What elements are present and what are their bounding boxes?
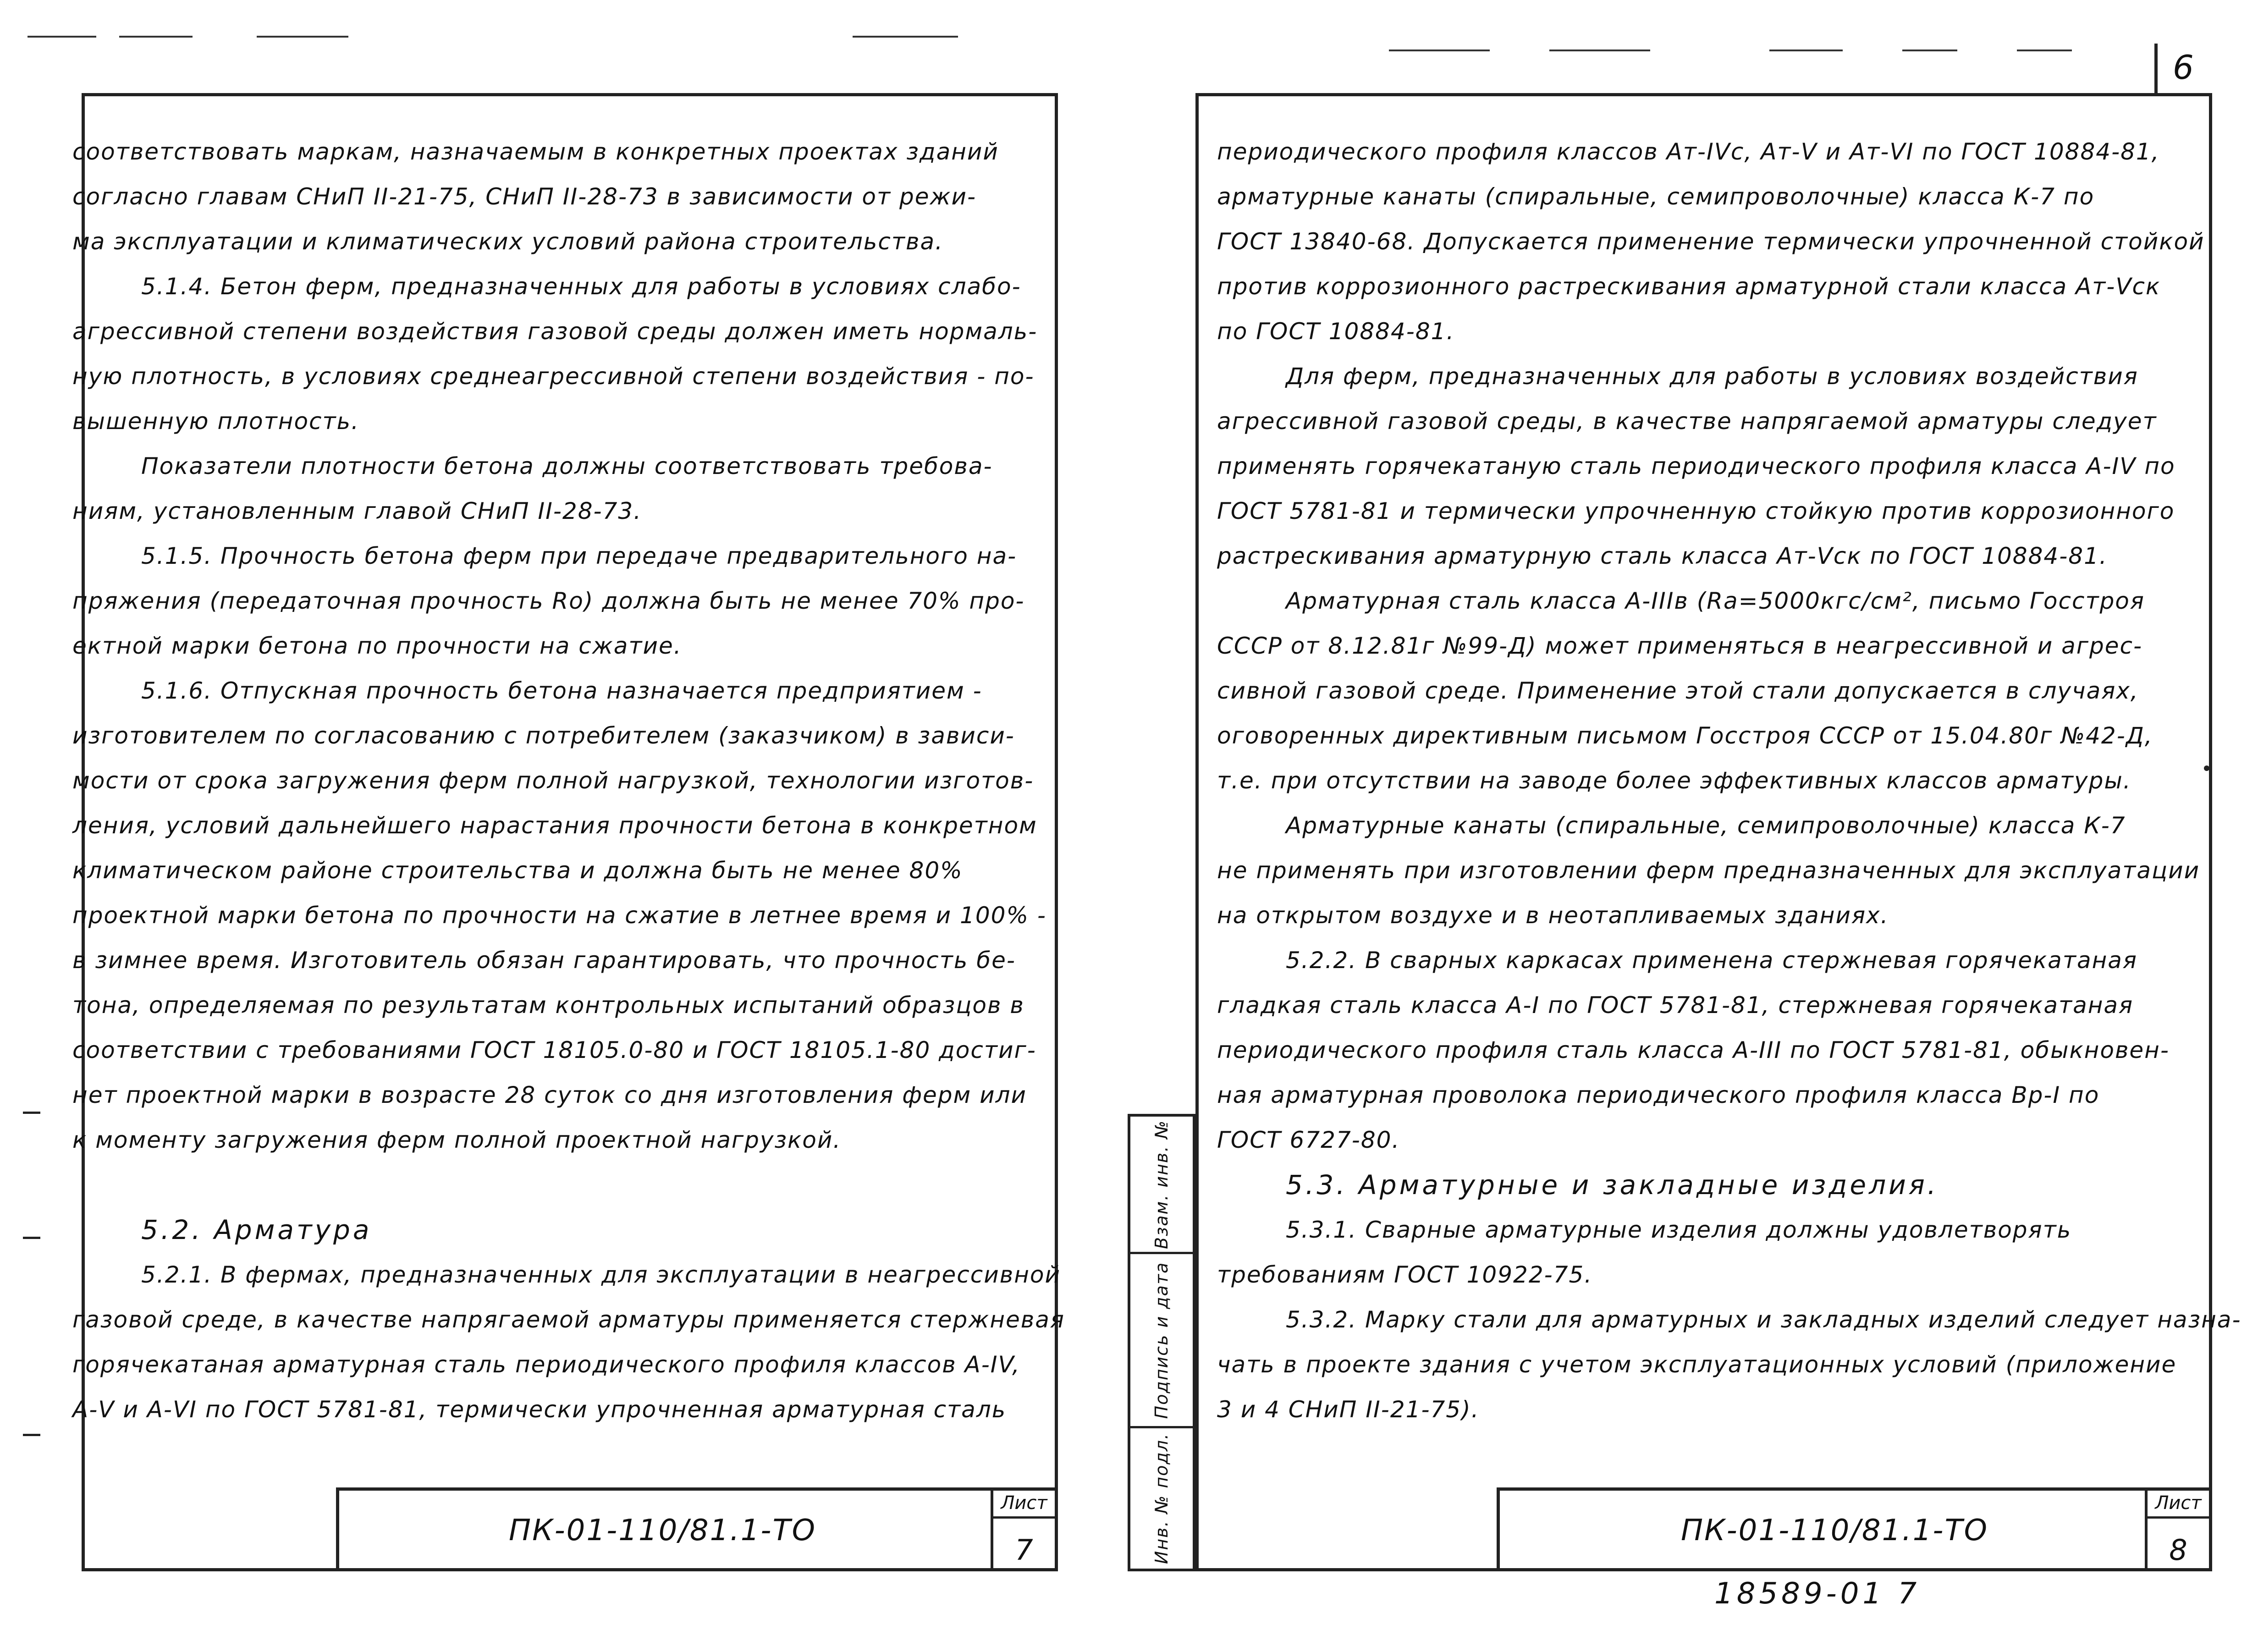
left-page-binding-tick	[23, 1434, 40, 1436]
sheet-number: 8	[2169, 1533, 2187, 1567]
sheet-number: 7	[1015, 1533, 1033, 1567]
text-line: периодического профиля сталь класса А-III по ГОСТ 5781-81, обыкновен-	[1217, 1037, 2170, 1063]
text-line: ГОСТ 5781-81 и термически упрочненную стойкую против коррозионного	[1217, 498, 2175, 524]
left-title-block	[336, 1487, 1058, 1571]
text-line: Арматурные канаты (спиральные, семипроволочные) класса К-7	[1286, 812, 2126, 839]
text-line: по ГОСТ 10884-81.	[1217, 318, 1455, 345]
text-line: А-V и А-VI по ГОСТ 5781-81, термически упрочненная арматурная сталь	[72, 1396, 1007, 1423]
side-strip-cell	[1130, 1117, 1193, 1254]
text-line: ектной марки бетона по прочности на сжатие.	[72, 633, 682, 659]
text-line: агрессивной степени воздействия газовой среды должен иметь нормаль-	[72, 318, 1038, 345]
top-margin-dash	[1769, 50, 1843, 51]
text-line: в зимнее время. Изготовитель обязан гарантировать, что прочность бе-	[72, 947, 1016, 974]
text-line: Арматурная сталь класса А-IIIв (Rа=5000кгс/см², письмо Госстроя	[1286, 588, 2145, 614]
text-line: требованиям ГОСТ 10922-75.	[1217, 1261, 1593, 1288]
text-line: соответствии с требованиями ГОСТ 18105.0-80 и ГОСТ 18105.1-80 достиг-	[72, 1037, 1036, 1063]
text-line: Показатели плотности бетона должны соответствовать требова-	[141, 453, 993, 479]
text-line: к моменту загружения ферм полной проектной нагрузкой.	[72, 1127, 842, 1153]
text-line: ГОСТ 13840-68. Допускается применение термически упрочненной стойкой	[1217, 228, 2205, 255]
text-line: 5.3.1. Сварные арматурные изделия должны удовлетворять	[1286, 1217, 2072, 1243]
corner-number: 6	[2173, 48, 2194, 87]
section-heading-armaturnye-izdeliya: 5.3. Арматурные и закладные изделия.	[1286, 1169, 1939, 1200]
text-line: нет проектной марки в возрасте 28 суток со дня изготовления ферм или	[72, 1082, 1027, 1108]
text-line: ную плотность, в условиях среднеагрессивной степени воздействия - по-	[72, 363, 1035, 390]
text-line: т.е. при отсутствии на заводе более эффективных классов арматуры.	[1217, 767, 2131, 794]
text-line: ма эксплуатации и климатических условий района строительства.	[72, 228, 943, 255]
side-strip-cell	[1130, 1254, 1193, 1428]
text-line: 5.2.2. В сварных каркасах применена стержневая горячекатаная	[1286, 947, 2137, 974]
top-margin-dash	[119, 36, 193, 38]
text-line: проектной марки бетона по прочности на сжатие в летнее время и 100% -	[72, 902, 1046, 929]
text-line: СССР от 8.12.81г №99-Д) может применяться в неагрессивной и агрес-	[1217, 633, 2143, 659]
side-strip-label-podpis: Подпись и дата	[1151, 1261, 1172, 1419]
text-line: ниям, установленным главой СНиП II-28-73.	[72, 498, 642, 524]
text-line: не применять при изготовлении ферм предназначенных для эксплуатации	[1217, 857, 2200, 884]
handwritten-archive-number: 18589-01 7	[1714, 1577, 1921, 1611]
text-line: периодического профиля классов Ат-IVс, Ат-V и Ат-VI по ГОСТ 10884-81,	[1217, 138, 2160, 165]
text-line: ная арматурная проволока периодического профиля класса Вр-I по	[1217, 1082, 2100, 1108]
left-page-binding-tick	[23, 1112, 40, 1114]
sheet-cell	[991, 1491, 1055, 1571]
side-strip-label-zam: Взам. инв. №	[1151, 1119, 1172, 1249]
text-line: на открытом воздухе и в неотапливаемых зданиях.	[1217, 902, 1889, 929]
top-margin-dash	[1389, 50, 1490, 51]
text-line: мости от срока загружения ферм полной нагрузкой, технологии изготов-	[72, 767, 1034, 794]
text-line: чать в проекте здания с учетом эксплуатационных условий (приложение	[1217, 1351, 2177, 1378]
drawing-code: ПК-01-110/81.1-ТО	[509, 1514, 816, 1547]
text-line: против коррозионного растрескивания арматурной стали класса Ат-Vск	[1217, 273, 2161, 300]
text-line: 5.1.5. Прочность бетона ферм при передаче предварительного на-	[141, 543, 1017, 569]
right-title-block	[1497, 1487, 2212, 1571]
left-page-binding-tick	[23, 1237, 40, 1239]
text-line: 5.2.1. В фермах, предназначенных для эксплуатации в неагрессивной	[141, 1261, 1061, 1288]
top-margin-dash	[853, 36, 958, 38]
left-page-body	[72, 129, 1065, 1432]
top-margin-dash	[2017, 50, 2072, 51]
text-line: сивной газовой среде. Применение этой стали допускается в случаях,	[1217, 677, 2139, 704]
text-line: Для ферм, предназначенных для работы в условиях воздействия	[1286, 363, 2138, 390]
drawing-code: ПК-01-110/81.1-ТО	[1681, 1514, 1988, 1547]
text-line: горячекатаная арматурная сталь периодического профиля классов А-IV,	[72, 1351, 1020, 1378]
left-section-paragraphs	[72, 1252, 1065, 1432]
sheet-label: Лист	[993, 1492, 1055, 1519]
text-line: оговоренных директивным письмом Госстроя СССР от 15.04.80г №42-Д,	[1217, 722, 2153, 749]
text-line: применять горячекатаную сталь периодического профиля класса А-IV по	[1217, 453, 2175, 479]
right-paragraphs	[1217, 129, 2207, 1162]
sheet-cell	[2145, 1491, 2209, 1571]
text-line: соответствовать маркам, назначаемым в конкретных проектах зданий	[72, 138, 999, 165]
text-line: ления, условий дальнейшего нарастания прочности бетона в конкретном	[72, 812, 1037, 839]
top-margin-dash	[1549, 50, 1650, 51]
spacer	[72, 1162, 1058, 1207]
right-page-body	[1217, 129, 2241, 1432]
text-line: климатическом районе строительства и должна быть не менее 80%	[72, 857, 963, 884]
section-heading-armatura: 5.2. Арматура	[141, 1214, 372, 1245]
side-strip-cell	[1130, 1428, 1193, 1569]
left-paragraphs	[72, 129, 1058, 1162]
text-line: согласно главам СНиП II-21-75, СНиП II-28-73 в зависимости от режи-	[72, 183, 977, 210]
sheet-label: Лист	[2148, 1492, 2209, 1519]
top-margin-dash	[28, 36, 96, 38]
text-line: гладкая сталь класса А-I по ГОСТ 5781-81, стержневая горячекатаная	[1217, 992, 2134, 1019]
right-section-paragraphs	[1217, 1207, 2241, 1432]
text-line: растрескивания арматурную сталь класса Ат-Vск по ГОСТ 10884-81.	[1217, 543, 2108, 569]
text-line: вышенную плотность.	[72, 408, 360, 435]
text-line: пряжения (передаточная прочность Ro) должна быть не менее 70% про-	[72, 588, 1025, 614]
side-strip-label-inv: Инв. № подл.	[1151, 1432, 1172, 1564]
text-line: тона, определяемая по результатам контрольных испытаний образцов в	[72, 992, 1024, 1019]
text-line: 5.1.4. Бетон ферм, предназначенных для работы в условиях слабо-	[141, 273, 1021, 300]
text-line: 5.3.2. Марку стали для арматурных и закладных изделий следует назна-	[1286, 1306, 2241, 1333]
top-margin-dash	[1902, 50, 1957, 51]
text-line: ГОСТ 6727-80.	[1217, 1127, 1400, 1153]
text-line: арматурные канаты (спиральные, семипроволочные) класса К-7 по	[1217, 183, 2095, 210]
text-line: газовой среде, в качестве напрягаемой арматуры применяется стержневая	[72, 1306, 1065, 1333]
text-line: 5.1.6. Отпускная прочность бетона назначается предприятием -	[141, 677, 982, 704]
text-line: изготовителем по согласованию с потребителем (заказчиком) в зависи-	[72, 722, 1015, 749]
text-line: 3 и 4 СНиП II-21-75).	[1217, 1396, 1480, 1423]
top-margin-dash	[257, 36, 348, 38]
side-strip	[1128, 1114, 1195, 1571]
text-line: агрессивной газовой среды, в качестве напрягаемой арматуры следует	[1217, 408, 2157, 435]
